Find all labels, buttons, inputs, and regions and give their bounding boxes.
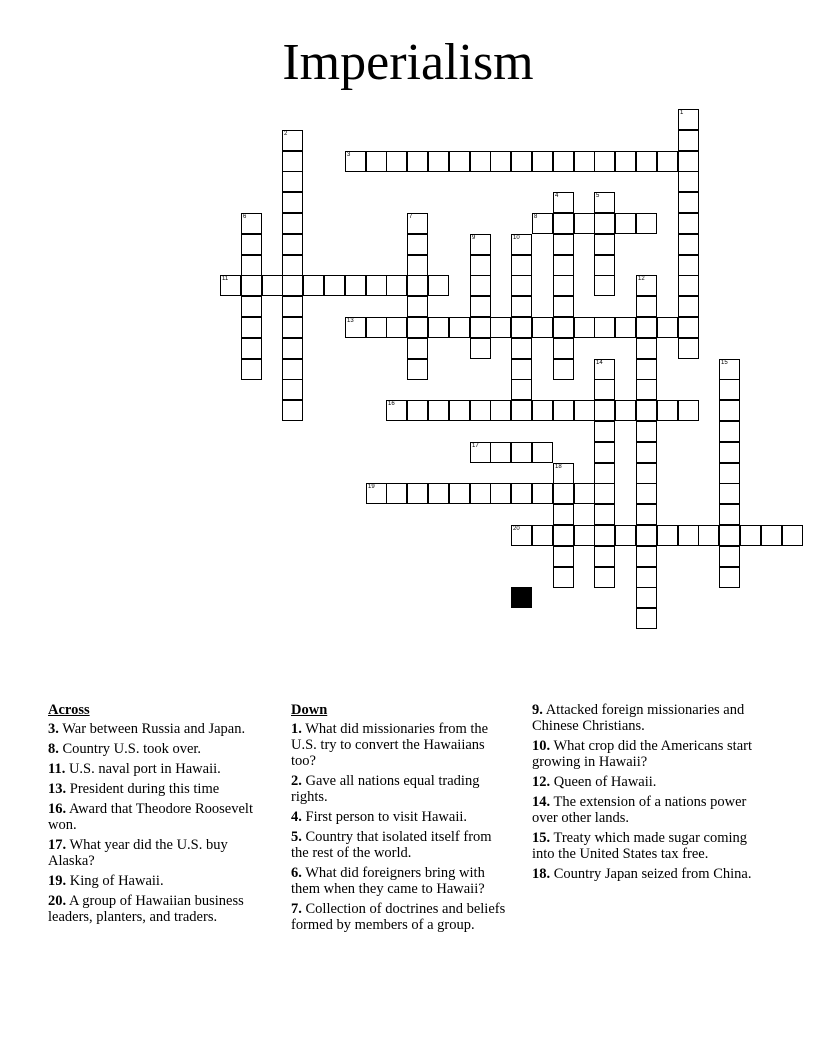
grid-cell[interactable]	[470, 151, 491, 172]
grid-cell[interactable]	[490, 317, 511, 338]
grid-cell[interactable]	[594, 379, 615, 400]
clue-text: Queen of Hawaii.	[550, 774, 657, 790]
grid-cell[interactable]	[407, 151, 428, 172]
down-clue-list	[291, 721, 511, 933]
grid-cell[interactable]	[678, 109, 699, 130]
grid-cell[interactable]	[428, 317, 449, 338]
grid-cell[interactable]	[366, 483, 387, 504]
clue-number-label: 18.	[532, 866, 551, 882]
grid-cell[interactable]	[574, 400, 595, 421]
page-title: Imperialism	[282, 34, 534, 91]
grid-cell[interactable]	[636, 567, 657, 588]
clue-text: What year did the U.S. buy Alaska?	[48, 837, 228, 869]
clue-item	[291, 721, 511, 769]
clue-text: The extension of a nations power over other lands.	[532, 794, 747, 826]
clue-text: First person to visit Hawaii.	[301, 809, 468, 825]
grid-cell[interactable]	[636, 379, 657, 400]
grid-cell[interactable]	[220, 275, 241, 296]
clue-number-label: 8.	[48, 741, 59, 757]
grid-cell[interactable]	[407, 400, 428, 421]
clue-number: 8	[534, 214, 538, 220]
grid-cell[interactable]	[282, 255, 303, 276]
grid-cell[interactable]	[657, 400, 678, 421]
clue-item	[532, 794, 757, 826]
clue-number: 9	[472, 235, 476, 241]
across-heading: Across	[48, 702, 90, 718]
grid-cell[interactable]	[719, 483, 740, 504]
grid-cell[interactable]	[719, 421, 740, 442]
grid-cell[interactable]	[574, 525, 595, 546]
grid-cell[interactable]	[366, 151, 387, 172]
grid-cell[interactable]	[324, 275, 345, 296]
grid-cell[interactable]	[511, 400, 532, 421]
clue-number: 20	[513, 526, 520, 532]
grid-cell[interactable]	[636, 421, 657, 442]
grid-cell[interactable]	[657, 151, 678, 172]
grid-cell[interactable]	[386, 400, 407, 421]
grid-cell[interactable]	[470, 483, 491, 504]
grid-cell[interactable]	[594, 463, 615, 484]
down-heading: Down	[291, 702, 328, 718]
clue-item	[532, 774, 757, 790]
grid-cell[interactable]	[282, 317, 303, 338]
grid-cell[interactable]	[678, 275, 699, 296]
grid-cell[interactable]	[594, 275, 615, 296]
grid-cell[interactable]	[615, 213, 636, 234]
clue-number-label: 13.	[48, 781, 67, 797]
grid-cell[interactable]	[678, 192, 699, 213]
clue-number-label: 1.	[291, 721, 302, 737]
grid-cell[interactable]	[428, 275, 449, 296]
clue-item	[48, 801, 273, 833]
clue-text: Country U.S. took over.	[58, 741, 202, 757]
clue-text: Attacked foreign missionaries and Chinese Christians.	[532, 702, 745, 734]
grid-cell[interactable]	[678, 255, 699, 276]
clue-number-label: 19.	[48, 873, 67, 889]
grid-cell[interactable]	[553, 255, 574, 276]
grid-cell[interactable]	[553, 400, 574, 421]
grid-cell[interactable]	[428, 151, 449, 172]
grid-cell[interactable]	[490, 442, 511, 463]
grid-cell[interactable]	[407, 296, 428, 317]
grid-cell[interactable]	[407, 275, 428, 296]
grid-cell[interactable]	[470, 400, 491, 421]
grid-cell[interactable]	[449, 317, 470, 338]
grid-cell[interactable]	[428, 400, 449, 421]
black-square	[511, 587, 532, 608]
grid-cell[interactable]	[594, 525, 615, 546]
grid-cell[interactable]	[678, 130, 699, 151]
grid-cell[interactable]	[470, 234, 491, 255]
grid-cell[interactable]	[449, 483, 470, 504]
grid-cell[interactable]	[511, 275, 532, 296]
grid-cell[interactable]	[553, 192, 574, 213]
grid-cell[interactable]	[594, 359, 615, 380]
grid-cell[interactable]	[678, 296, 699, 317]
grid-cell[interactable]	[490, 151, 511, 172]
grid-cell[interactable]	[636, 483, 657, 504]
clue-number-label: 7.	[291, 901, 302, 917]
down-clues-column-1	[291, 702, 511, 937]
grid-cell[interactable]	[678, 317, 699, 338]
grid-cell[interactable]	[636, 317, 657, 338]
grid-cell[interactable]	[615, 400, 636, 421]
grid-cell[interactable]	[636, 504, 657, 525]
grid-cell[interactable]	[386, 317, 407, 338]
grid-cell[interactable]	[636, 442, 657, 463]
grid-cell[interactable]	[678, 338, 699, 359]
clue-number: 11	[222, 276, 229, 282]
grid-cell[interactable]	[282, 338, 303, 359]
grid-cell[interactable]	[553, 275, 574, 296]
grid-cell[interactable]	[657, 317, 678, 338]
grid-cell[interactable]	[282, 171, 303, 192]
grid-cell[interactable]	[719, 504, 740, 525]
grid-cell[interactable]	[574, 483, 595, 504]
grid-cell[interactable]	[553, 359, 574, 380]
grid-cell[interactable]	[511, 483, 532, 504]
grid-cell[interactable]	[553, 567, 574, 588]
grid-cell[interactable]	[594, 192, 615, 213]
grid-cell[interactable]	[594, 546, 615, 567]
grid-cell[interactable]	[553, 525, 574, 546]
grid-cell[interactable]	[511, 234, 532, 255]
grid-cell[interactable]	[574, 213, 595, 234]
clue-item	[48, 721, 273, 737]
clue-number: 1	[680, 110, 684, 116]
grid-cell[interactable]	[636, 608, 657, 629]
grid-cell[interactable]	[594, 255, 615, 276]
grid-cell[interactable]	[636, 546, 657, 567]
grid-cell[interactable]	[532, 483, 553, 504]
grid-cell[interactable]	[553, 234, 574, 255]
grid-cell[interactable]	[262, 275, 283, 296]
grid-cell[interactable]	[532, 442, 553, 463]
grid-cell[interactable]	[719, 525, 740, 546]
clue-item	[48, 893, 273, 925]
grid-cell[interactable]	[719, 442, 740, 463]
clue-item	[48, 873, 273, 889]
grid-cell[interactable]	[241, 213, 262, 234]
grid-cell[interactable]	[407, 317, 428, 338]
clue-item	[291, 773, 511, 805]
grid-cell[interactable]	[532, 525, 553, 546]
clue-number: 15	[721, 360, 728, 366]
grid-cell[interactable]	[594, 151, 615, 172]
grid-cell[interactable]	[532, 400, 553, 421]
grid-cell[interactable]	[241, 338, 262, 359]
grid-cell[interactable]	[636, 151, 657, 172]
grid-cell[interactable]	[594, 567, 615, 588]
grid-cell[interactable]	[490, 483, 511, 504]
grid-cell[interactable]	[678, 400, 699, 421]
grid-cell[interactable]	[366, 275, 387, 296]
clue-number-label: 9.	[532, 702, 543, 718]
grid-cell[interactable]	[282, 234, 303, 255]
grid-cell[interactable]	[449, 400, 470, 421]
clue-text: U.S. naval port in Hawaii.	[65, 761, 221, 777]
clue-text: What crop did the Americans start growing in Hawaii?	[532, 738, 752, 770]
grid-cell[interactable]	[574, 151, 595, 172]
clue-text: A group of Hawaiian business leaders, planters, and traders.	[48, 893, 244, 925]
clue-number: 14	[596, 360, 603, 366]
clue-number-label: 12.	[532, 774, 551, 790]
grid-cell[interactable]	[594, 421, 615, 442]
clue-item	[291, 809, 511, 825]
clue-number-label: 17.	[48, 837, 67, 853]
grid-cell[interactable]	[594, 234, 615, 255]
grid-cell[interactable]	[553, 296, 574, 317]
clue-number-label: 16.	[48, 801, 67, 817]
grid-cell[interactable]	[636, 275, 657, 296]
grid-cell[interactable]	[241, 296, 262, 317]
grid-cell[interactable]	[241, 234, 262, 255]
grid-cell[interactable]	[636, 359, 657, 380]
clue-number: 16	[388, 401, 395, 407]
grid-cell[interactable]	[470, 275, 491, 296]
grid-cell[interactable]	[303, 275, 324, 296]
grid-cell[interactable]	[511, 317, 532, 338]
clue-number: 17	[472, 443, 479, 449]
grid-cell[interactable]	[782, 525, 803, 546]
down-clues-column-2	[532, 702, 757, 886]
clue-item	[291, 829, 511, 861]
grid-cell[interactable]	[636, 400, 657, 421]
grid-cell[interactable]	[574, 317, 595, 338]
clue-item	[48, 781, 273, 797]
grid-cell[interactable]	[594, 504, 615, 525]
grid-cell[interactable]	[719, 567, 740, 588]
grid-cell[interactable]	[282, 296, 303, 317]
clue-number-label: 20.	[48, 893, 67, 909]
grid-cell[interactable]	[719, 359, 740, 380]
clue-number: 5	[596, 193, 600, 199]
clue-number: 2	[284, 131, 288, 137]
grid-cell[interactable]	[241, 317, 262, 338]
grid-cell[interactable]	[345, 275, 366, 296]
clue-item	[291, 865, 511, 897]
grid-cell[interactable]	[532, 317, 553, 338]
grid-cell[interactable]	[553, 546, 574, 567]
grid-cell[interactable]	[386, 483, 407, 504]
clue-text: Country Japan seized from China.	[550, 866, 752, 882]
clue-text: What did missionaries from the U.S. try to convert the Hawaiians too?	[291, 721, 489, 769]
grid-cell[interactable]	[407, 234, 428, 255]
grid-cell[interactable]	[511, 255, 532, 276]
grid-cell[interactable]	[594, 400, 615, 421]
clue-number-label: 15.	[532, 830, 551, 846]
grid-cell[interactable]	[511, 379, 532, 400]
grid-cell[interactable]	[282, 379, 303, 400]
down-clue-list-continued	[532, 702, 757, 882]
grid-cell[interactable]	[594, 442, 615, 463]
grid-cell[interactable]	[282, 359, 303, 380]
grid-cell[interactable]	[678, 234, 699, 255]
clue-item	[532, 830, 757, 862]
clue-item	[532, 866, 757, 882]
grid-cell[interactable]	[594, 213, 615, 234]
grid-cell[interactable]	[511, 296, 532, 317]
clue-number-label: 2.	[291, 773, 302, 789]
clue-number: 18	[555, 464, 562, 470]
grid-cell[interactable]	[636, 587, 657, 608]
grid-cell[interactable]	[470, 442, 491, 463]
grid-cell[interactable]	[511, 442, 532, 463]
grid-cell[interactable]	[407, 213, 428, 234]
clue-number: 3	[347, 152, 351, 158]
grid-cell[interactable]	[407, 255, 428, 276]
grid-cell[interactable]	[553, 151, 574, 172]
grid-cell[interactable]	[470, 338, 491, 359]
grid-cell[interactable]	[532, 151, 553, 172]
grid-cell[interactable]	[678, 525, 699, 546]
grid-cell[interactable]	[594, 317, 615, 338]
grid-cell[interactable]	[511, 338, 532, 359]
grid-cell[interactable]	[386, 151, 407, 172]
clue-number-label: 10.	[532, 738, 551, 754]
grid-cell[interactable]	[615, 525, 636, 546]
clue-number-label: 4.	[291, 809, 302, 825]
clue-number-label: 11.	[48, 761, 66, 777]
grid-cell[interactable]	[636, 213, 657, 234]
grid-cell[interactable]	[719, 400, 740, 421]
grid-cell[interactable]	[282, 275, 303, 296]
grid-cell[interactable]	[470, 296, 491, 317]
grid-cell[interactable]	[636, 525, 657, 546]
clue-text: Treaty which made sugar coming into the United States tax free.	[532, 830, 748, 862]
grid-cell[interactable]	[345, 317, 366, 338]
grid-cell[interactable]	[407, 359, 428, 380]
grid-cell[interactable]	[636, 463, 657, 484]
grid-cell[interactable]	[636, 296, 657, 317]
clue-number: 6	[243, 214, 247, 220]
grid-cell[interactable]	[553, 504, 574, 525]
grid-cell[interactable]	[282, 400, 303, 421]
clue-number: 19	[368, 484, 375, 490]
grid-cell[interactable]	[657, 525, 678, 546]
grid-cell[interactable]	[719, 546, 740, 567]
grid-cell[interactable]	[282, 192, 303, 213]
grid-cell[interactable]	[511, 151, 532, 172]
clue-text: Gave all nations equal trading rights.	[291, 773, 480, 805]
clue-text: Award that Theodore Roosevelt won.	[48, 801, 253, 833]
clue-item	[48, 741, 273, 757]
grid-cell[interactable]	[636, 338, 657, 359]
clue-number-label: 3.	[48, 721, 59, 737]
clue-text: Country that isolated itself from the rest of the world.	[291, 829, 492, 861]
clue-item	[48, 761, 273, 777]
grid-cell[interactable]	[407, 483, 428, 504]
grid-cell[interactable]	[678, 151, 699, 172]
clue-item	[532, 702, 757, 734]
grid-cell[interactable]	[386, 275, 407, 296]
grid-cell[interactable]	[470, 255, 491, 276]
grid-cell[interactable]	[719, 379, 740, 400]
grid-cell[interactable]	[241, 275, 262, 296]
grid-cell[interactable]	[553, 483, 574, 504]
grid-cell[interactable]	[241, 255, 262, 276]
grid-cell[interactable]	[678, 171, 699, 192]
grid-cell[interactable]	[678, 213, 699, 234]
clue-item	[532, 738, 757, 770]
clue-text: War between Russia and Japan.	[58, 721, 246, 737]
grid-cell[interactable]	[553, 213, 574, 234]
grid-cell[interactable]	[553, 317, 574, 338]
grid-cell[interactable]	[345, 151, 366, 172]
grid-cell[interactable]	[698, 525, 719, 546]
grid-cell[interactable]	[553, 463, 574, 484]
clue-text: Collection of doctrines and beliefs formed by members of a group.	[291, 901, 506, 933]
clue-number: 4	[555, 193, 559, 199]
grid-cell[interactable]	[615, 151, 636, 172]
clue-number-label: 14.	[532, 794, 551, 810]
grid-cell[interactable]	[511, 525, 532, 546]
clue-number-label: 6.	[291, 865, 302, 881]
across-clues-column	[48, 702, 273, 929]
clue-number: 7	[409, 214, 413, 220]
clue-number: 10	[513, 235, 520, 241]
grid-cell[interactable]	[615, 317, 636, 338]
clue-text: King of Hawaii.	[66, 873, 164, 889]
clue-text: What did foreigners bring with them when they came to Hawaii?	[291, 865, 485, 897]
grid-cell[interactable]	[470, 317, 491, 338]
grid-cell[interactable]	[761, 525, 782, 546]
clue-text: President during this time	[66, 781, 220, 797]
grid-cell[interactable]	[241, 359, 262, 380]
grid-cell[interactable]	[366, 317, 387, 338]
grid-cell[interactable]	[553, 338, 574, 359]
grid-cell[interactable]	[740, 525, 761, 546]
grid-cell[interactable]	[449, 151, 470, 172]
grid-cell[interactable]	[407, 338, 428, 359]
across-clue-list	[48, 721, 273, 925]
grid-cell[interactable]	[719, 463, 740, 484]
clue-item	[48, 837, 273, 869]
grid-cell[interactable]	[282, 213, 303, 234]
grid-cell[interactable]	[282, 130, 303, 151]
clue-number-label: 5.	[291, 829, 302, 845]
clue-item	[291, 901, 511, 933]
grid-cell[interactable]	[511, 359, 532, 380]
grid-cell[interactable]	[532, 213, 553, 234]
grid-cell[interactable]	[428, 483, 449, 504]
grid-cell[interactable]	[490, 400, 511, 421]
clue-number: 12	[638, 276, 645, 282]
grid-cell[interactable]	[594, 483, 615, 504]
clue-number: 13	[347, 318, 354, 324]
grid-cell[interactable]	[282, 151, 303, 172]
